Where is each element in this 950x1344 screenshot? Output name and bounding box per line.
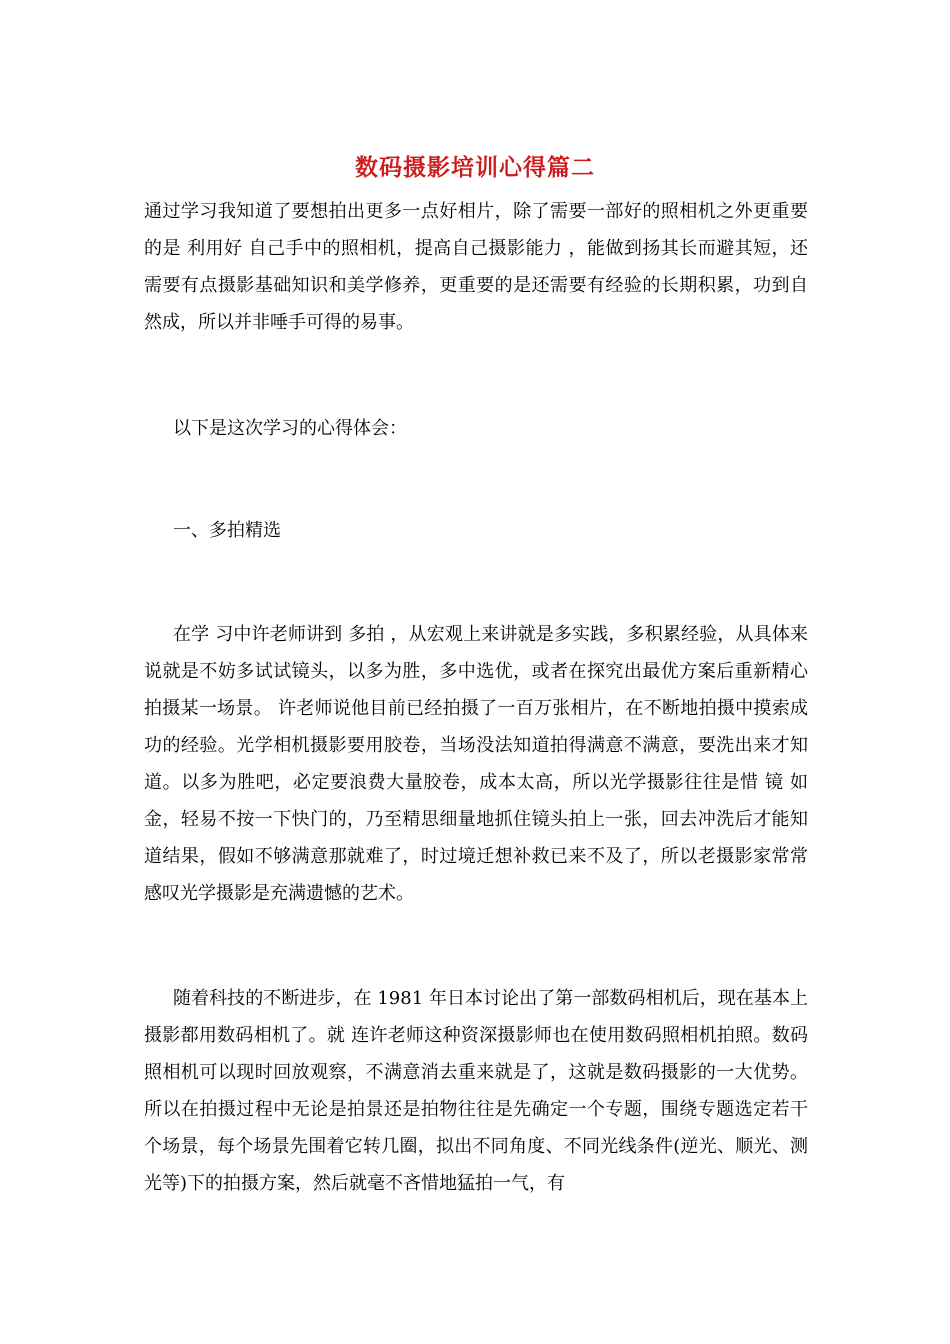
intro-paragraph: 通过学习我知道了要想拍出更多一点好相片，除了需要一部好的照相机之外更重要的是 利用好 自己手中的照相机，提高自己摄影能力 ，能做到扬其长而避其短，还需要有点摄影基础知识和美学修养，更重要的是还需要有经验的长期积累，功到自然成，所以并非唾手可得的易事。 (144, 201, 808, 333)
body-paragraph: 随着科技的不断进步，在 1981 年日本讨论出了第一部数码相机后，现在基本上摄影都用数码相机了。就 连许老师这种资深摄影师也在使用数码照相机拍照。数码照相机可以现时回放观察，不满意消去重来就是了，这就是数码摄影的一大优势。所以在拍摄过程中无论是拍景还是拍物往往是先确定一个专题，围绕专题选定若干个场景，每个场景先围着它转几圈，拟出不同角度、不同光线条件(逆光、顺光、测光等)下的拍摄方案，然后就毫不吝惜地猛拍一气，有 (144, 988, 808, 1194)
document-title: 数码摄影培训心得篇二 (355, 154, 595, 181)
body-paragraph: 在学 习中许老师讲到 多拍 ，从宏观上来讲就是多实践，多积累经验，从具体来说就是不妨多试试镜头，以多为胜，多中选优，或者在探究出最优方案后重新精心拍摄某一场景。 许老师说他目前已经拍摄了一百万张相片，在不断地拍摄中摸索成功的经验。光学相机摄影要用胶卷，当场没法知道拍得满意不满意，要洗出来才知道。以多为胜吧，必定要浪费大量胶卷，成本太高，所以光学摄影往往是惜 镜 如金，轻易不按一下快门的，乃至精思细量地抓住镜头拍上一张，回去冲洗后才能知道结果，假如不够满意那就难了，时过境迁想补救已来不及了，所以老摄影家常常感叹光学摄影是充满遗憾的艺术。 (144, 624, 808, 904)
lead-paragraph: 以下是这次学习的心得体会： (173, 418, 407, 439)
section-heading: 一、多拍精选 (173, 520, 281, 541)
